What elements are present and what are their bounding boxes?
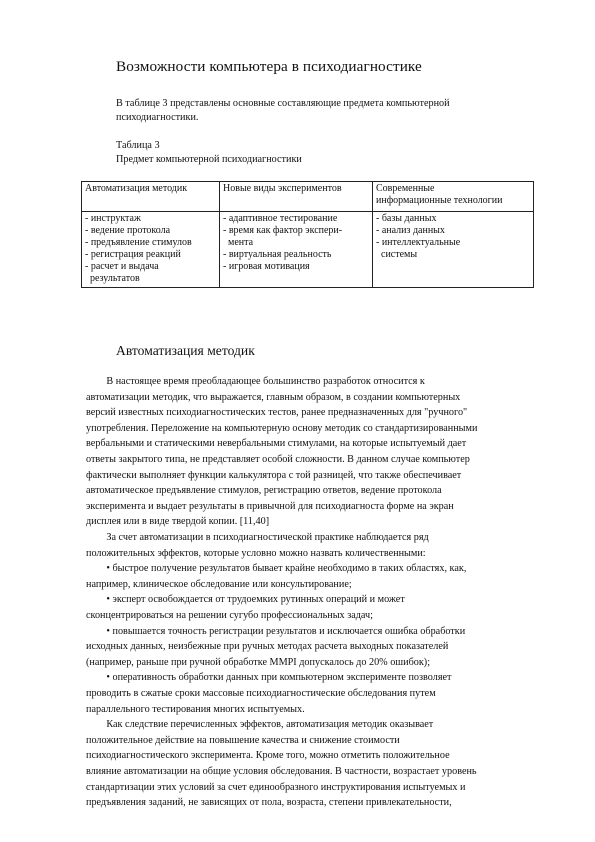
list-item: результатов — [85, 273, 140, 284]
table-cell — [82, 212, 220, 288]
body-line: Как следствие перечисленных эффектов, автоматизация методик оказывает — [86, 719, 434, 731]
body-line: вербальными и статическими невербальными стимулами, на которые испытуемый дает — [86, 438, 467, 450]
table-header-cell — [82, 182, 220, 212]
header-text: Современные — [376, 183, 435, 194]
table-header-cell — [220, 182, 373, 212]
body-line: За счет автоматизации в психодиагностической практике наблюдается ряд — [86, 532, 429, 543]
list-item: - анализ данных — [376, 225, 445, 236]
table-cell — [373, 212, 534, 288]
body-line: влияние автоматизации на общие условия обследования. В частности, возрастает уровень — [86, 766, 477, 777]
body-line: предъявления заданий, не зависящих от пола, возраста, степени привлекательности, — [86, 797, 452, 809]
table-cell — [220, 212, 373, 288]
body-line: • эксперт освобождается от трудоемких рутинных операций и может — [86, 594, 405, 606]
list-item: - предъявление стимулов — [85, 237, 192, 248]
body-line: положительное действие на повышение качества и снижение стоимости — [86, 734, 400, 746]
body-line: сконцентрироваться на решении сугубо профессиональных задач; — [86, 610, 373, 621]
list-item: - интеллектуальные — [376, 237, 461, 248]
list-item: мента — [223, 237, 254, 248]
body-line: положительных эффектов, которые условно можно назвать количественными: — [86, 547, 426, 559]
list-item: - инструктаж — [85, 213, 141, 224]
list-item: - виртуальная реальность — [223, 249, 332, 260]
body-line: например, клиническое обследование или консультирование; — [86, 578, 352, 590]
body-line: • повышается точность регистрации результатов и исключается ошибка обработки — [86, 625, 466, 637]
intro-line-2: психодиагностики. — [116, 112, 199, 123]
body-line: автоматизации методик, что выражается, главным образом, в создании компьютерных — [86, 391, 461, 403]
header-text: информационные технологии — [376, 195, 503, 206]
body-line: (например, раньше при ручной обработке MMPI допускалось до 20% ошибок); — [86, 656, 431, 668]
list-item: - расчет и выдача — [85, 261, 159, 272]
body-line: исходных данных, неизбежные при ручных методах расчета выходных показателей — [86, 641, 449, 653]
table-header-cell — [373, 182, 534, 212]
list-item: системы — [376, 249, 418, 260]
page-title: Возможности компьютера в психодиагностике — [116, 58, 422, 75]
body-line: параллельного тестирования многих испытуемых. — [86, 703, 305, 715]
body-line: • оперативность обработки данных при компьютерном эксперименте позволяет — [86, 672, 452, 684]
intro-line-1: В таблице 3 представлены основные составляющие предмета компьютерной — [116, 98, 450, 109]
body-line: • быстрое получение результатов бывает крайне необходимо в таких областях, как, — [86, 563, 467, 575]
section-heading: Автоматизация методик — [116, 343, 255, 358]
list-item: - ведение протокола — [85, 225, 171, 236]
header-text: Автоматизация методик — [85, 183, 188, 194]
body-line: проводить в сжатые сроки массовые психодиагностические обследования путем — [86, 688, 436, 699]
list-item: - базы данных — [376, 213, 437, 224]
table-label: Таблица 3 — [116, 140, 160, 151]
body-line: ответы закрытого типа, не представляет особой сложности. В данном случае компьютер — [86, 454, 470, 465]
body-line: В настоящее время преобладающее большинство разработок относится к — [86, 376, 425, 387]
list-item: - регистрация реакций — [85, 249, 181, 260]
body-line: эксперимента и выдает результаты в привычной для психодиагноста форме на экран — [86, 500, 454, 512]
subject-table — [81, 181, 534, 288]
body-line: дисплея или в виде твердой копии. [11,40] — [86, 516, 270, 528]
list-item: - игровая мотивация — [223, 261, 310, 272]
body-line: автоматическое предъявление стимулов, регистрацию ответов, ведение протокола — [86, 485, 442, 497]
table-caption: Предмет компьютерной психодиагностики — [116, 154, 302, 165]
header-text: Новые виды экспериментов — [223, 183, 342, 194]
body-line: версий известных психодиагностических тестов, ранее предназначенных для "ручного" — [86, 407, 468, 419]
table-row — [82, 212, 534, 288]
body-line: употребления. Переложение на компьютерную основу методик со стандартизированными — [86, 422, 478, 434]
list-item: - адаптивное тестирование — [223, 213, 338, 224]
table-header-row — [82, 182, 534, 212]
body-line: стандартизации этих условий за счет единообразного инструктирования испытуемых и — [86, 781, 466, 793]
body-line: психодиагностического эксперимента. Кроме того, можно отметить положительное — [86, 750, 450, 762]
list-item: - время как фактор экспери- — [223, 225, 343, 236]
body-line: фактически выполняет функции калькулятора с той разницей, что также обеспечивает — [86, 469, 462, 481]
